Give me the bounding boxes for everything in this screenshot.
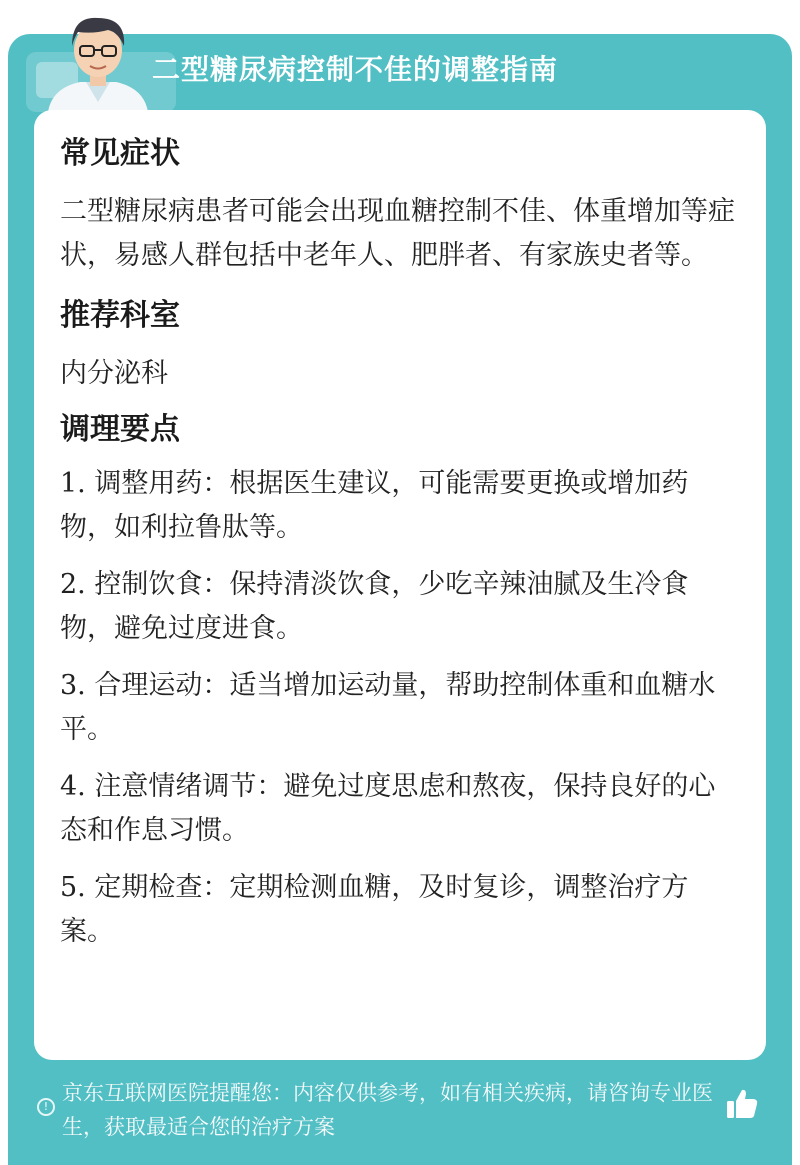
list-item: 5. 定期检查：定期检测血糖，及时复诊，调整治疗方案。 bbox=[60, 872, 689, 947]
department-text: 内分泌科 bbox=[60, 358, 168, 389]
symptoms-heading: 常见症状 bbox=[60, 136, 180, 171]
list-item: 4. 注意情绪调节：避免过度思虑和熬夜，保持良好的心态和作息习惯。 bbox=[60, 771, 716, 846]
list-item: 3. 合理运动：适当增加运动量，帮助控制体重和血糖水平。 bbox=[60, 670, 716, 745]
doctor-avatar-icon bbox=[38, 6, 158, 112]
footer-disclaimer: 京东互联网医院提醒您：内容仅供参考，如有相关疾病，请咨询专业医生，获取最适合您的治疗方案 bbox=[62, 1081, 713, 1139]
thumbs-up-icon[interactable] bbox=[724, 1086, 760, 1122]
list-item: 2. 控制饮食：保持清淡饮食，少吃辛辣油腻及生冷食物，避免过度进食。 bbox=[60, 569, 689, 644]
symptoms-text: 二型糖尿病患者可能会出现血糖控制不佳、体重增加等症状，易感人群包括中老年人、肥胖者、有家族史者等。 bbox=[60, 196, 735, 271]
department-heading: 推荐科室 bbox=[60, 298, 180, 333]
care-list bbox=[60, 462, 740, 954]
page-title: 二型糖尿病控制不佳的调整指南 bbox=[152, 53, 559, 86]
list-item: 1. 调整用药：根据医生建议，可能需要更换或增加药物，如利拉鲁肽等。 bbox=[60, 468, 689, 543]
care-heading: 调理要点 bbox=[60, 412, 180, 447]
info-icon: ! bbox=[37, 1098, 55, 1116]
content-card bbox=[34, 110, 766, 1060]
